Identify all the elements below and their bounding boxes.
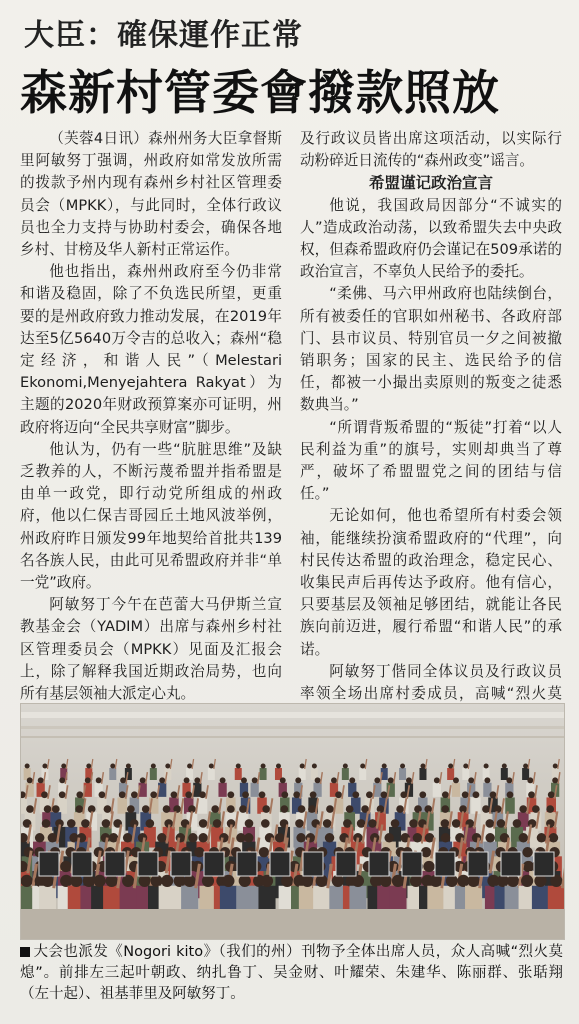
crowd-person-head	[185, 791, 192, 798]
crowd-person-head	[227, 791, 234, 798]
crowd-person-head	[419, 791, 426, 798]
crowd-person-head	[102, 819, 111, 828]
crowd-person-head	[534, 875, 546, 887]
crowd-person-head	[120, 777, 126, 783]
crowd-person-head	[106, 875, 118, 887]
crowd-person-head	[521, 875, 533, 887]
crowd-person-head	[463, 764, 468, 769]
event-photo	[20, 703, 565, 940]
crowd-person-head	[332, 875, 344, 887]
paragraph: 他认为，仍有一些“肮脏思维”及缺乏教养的人，不断污蔑希盟并指希盟是由单一政党，即行动党所组成的州政府，他以仁保吉哥园丘土地风波举例，州政府昨日颁发99年地契给首批共139名各族人民，由此可见希盟政府并非“单一党”政府。	[20, 440, 282, 592]
crowd-person-head	[548, 791, 555, 798]
crowd-person-head	[485, 833, 495, 843]
crowd-person-head	[150, 791, 157, 798]
crowd-person-head	[99, 791, 106, 798]
article-kicker: 大臣：確保運作正常	[24, 18, 303, 53]
crowd-person-head	[546, 805, 554, 813]
crowd-person-head	[384, 833, 394, 843]
crowd-person-head	[211, 805, 219, 813]
crowd-person-head	[259, 847, 269, 857]
article-headline: 森新村管委會撥款照放	[20, 66, 500, 121]
paragraph: 他也指出，森州州政府至今仍非常和谐及稳固，除了不负选民所望，更重要的是州政府致力推动发展，在2019年达至5亿5640万令吉的总收入；森州“稳定经济，和谐人民”（Melestari Ekonomi,Menyejahtera Rakyat）为主题的2020年财政预算案亦可证明，州政府将迈向“全民共享财富”脚步。	[20, 263, 282, 436]
crowd-person-body	[419, 768, 426, 780]
crowd-person-head	[104, 805, 112, 813]
crowd-person-head	[222, 875, 234, 887]
crowd-person-head	[308, 805, 316, 813]
crowd-person-head	[507, 875, 519, 887]
crowd-person-head	[300, 764, 305, 769]
paragraph: 他说，我国政局因部分“不诚实的人”造成政治动荡，以致希盟失去中央政权，但森希盟政府仍会谨记在509承诺的政治宣言，不辜负人民给予的委托。	[300, 196, 562, 281]
crowd-person-body	[109, 768, 116, 780]
crowd-person-head	[150, 875, 162, 887]
crowd-person-body	[21, 797, 27, 813]
crowd-person-head	[400, 791, 407, 798]
crowd-person-head	[85, 777, 91, 783]
crowd-person-head	[70, 875, 82, 887]
crowd-person-head	[151, 764, 156, 769]
crowd-person-head	[244, 833, 254, 843]
crowd-person-head	[213, 819, 222, 828]
crowd-person-head	[119, 791, 126, 798]
crowd-person-head	[52, 805, 60, 813]
crowd-person-head	[484, 777, 490, 783]
crowd-person-head	[352, 875, 364, 887]
left-column	[20, 128, 282, 772]
paragraph: “柔佛、马六甲州政府也陆续倒台，所有被委任的官职如州秘书、各政府部门、县市议员、特别官员一夕之间被撤销职务；国家的民主、选民给予的信任，都被一小撮出卖原则的叛变之徒悉数典当。”	[300, 285, 562, 414]
crowd-person-head	[194, 777, 200, 783]
crowd-person-head	[506, 777, 512, 783]
crowd-person-head	[546, 819, 555, 828]
crowd-person-body	[501, 768, 508, 780]
crowd-person-head	[315, 777, 321, 783]
held-leaflet	[138, 852, 158, 876]
crowd-person-head	[335, 791, 342, 798]
crowd-person-head	[142, 805, 150, 813]
crowd-person-head	[513, 819, 522, 828]
crowd-person-head	[110, 764, 115, 769]
crowd-person-head	[494, 805, 502, 813]
photo-caption	[20, 942, 563, 1005]
section-subhead: 希盟谨记政治宣言	[368, 174, 493, 193]
crowd-person-head	[209, 764, 214, 769]
crowd-person-head	[519, 833, 529, 843]
crowd-person-head	[366, 791, 373, 798]
crowd-person-body	[260, 768, 267, 780]
crowd-person-head	[131, 791, 138, 798]
crowd-person-head	[343, 764, 348, 769]
crowd-person-head	[280, 805, 288, 813]
crowd-person-head	[442, 791, 449, 798]
crowd-person-head	[473, 791, 480, 798]
crowd-person-head	[75, 805, 83, 813]
held-leaflet	[369, 852, 389, 876]
crowd-person-head	[420, 764, 425, 769]
crowd-person-head	[262, 805, 270, 813]
crowd-person-head	[441, 833, 451, 843]
crowd-person-head	[48, 833, 58, 843]
crowd-person-head	[453, 777, 459, 783]
crowd-person-head	[381, 791, 388, 798]
crowd-person-body	[462, 768, 469, 780]
crowd-person-head	[377, 805, 385, 813]
crowd-person-head	[413, 833, 423, 843]
crowd-person-head	[490, 791, 497, 798]
crowd-person-head	[486, 819, 495, 828]
crowd-person-head	[382, 764, 387, 769]
crowd-person-head	[199, 791, 206, 798]
crowd-person-body	[522, 768, 529, 780]
crowd-person-head	[528, 819, 537, 828]
crowd-person-head	[553, 764, 558, 769]
crowd-person-head	[275, 833, 285, 843]
held-leaflet	[204, 852, 224, 876]
crowd-person-head	[24, 847, 34, 857]
held-leaflet	[237, 852, 257, 876]
crowd-person-head	[467, 875, 479, 887]
crowd-person-body	[125, 768, 132, 780]
crowd-person-head	[59, 791, 66, 798]
crowd-person-head	[298, 805, 306, 813]
crowd-person-body	[359, 768, 366, 780]
crowd-person-head	[441, 819, 450, 828]
held-leaflet	[171, 852, 191, 876]
crowd-person-head	[280, 777, 286, 783]
crowd-person-head	[368, 819, 377, 828]
crowd-person-head	[67, 819, 76, 828]
crowd-person-head	[527, 777, 533, 783]
crowd-person-head	[391, 819, 400, 828]
caption-text: 大会也派发《Nogori kito》（我们的州）刊物予全体出席人员，众人高喊“烈火莫熄”。前排左三起叶朝政、纳扎鲁丁、吴金财、叶耀荣、朱建华、陈丽群、张聒翔（左十起）、祖基菲里及阿敏努丁。	[20, 944, 563, 1002]
caption-marker	[20, 947, 30, 957]
crowd-person-head	[96, 777, 102, 783]
crowd-person-head	[452, 819, 461, 828]
crowd-person-head	[184, 777, 190, 783]
crowd-person-head	[44, 805, 52, 813]
paragraph: （芙蓉4日讯）森州州务大臣拿督斯里阿敏努丁强调，州政府如常发放所需的拨款予州内现有森州乡村社区管理委员会（MPKK），与此同时，全体行政议员也全力支持与协助村委会，确保各地乡村、甘榜及华人新村正常运作。	[20, 130, 282, 259]
crowd-person-head	[157, 833, 167, 843]
crowd-person-head	[199, 819, 208, 828]
crowd-person-head	[468, 777, 474, 783]
crowd-person-head	[252, 777, 258, 783]
crowd-person-head	[482, 805, 490, 813]
crowd-person-head	[122, 875, 134, 887]
crowd-person-head	[35, 833, 45, 843]
crowd-person-head	[522, 847, 532, 857]
crowd-person-head	[312, 764, 317, 769]
crowd-person-head	[507, 791, 514, 798]
crowd-person-head	[123, 833, 132, 843]
held-leaflet	[336, 852, 356, 876]
crowd-person-head	[94, 875, 106, 887]
crowd-person-head	[462, 791, 469, 798]
crowd-person-head	[349, 777, 355, 783]
crowd-person-head	[301, 875, 313, 887]
crowd-person-head	[293, 791, 300, 798]
crowd-person-head	[316, 875, 328, 887]
crowd-person-head	[430, 875, 442, 887]
crowd-person-head	[242, 791, 249, 798]
crowd-person-head	[245, 819, 254, 828]
crowd-person-head	[434, 777, 440, 783]
crowd-person-head	[27, 777, 33, 783]
crowd-person-head	[409, 819, 418, 828]
crowd-person-head	[281, 791, 288, 798]
held-leaflet	[402, 852, 422, 876]
crowd-person-head	[441, 805, 449, 813]
crowd-person-head	[140, 777, 146, 783]
crowd-person-head	[406, 777, 412, 783]
floor	[21, 909, 564, 939]
crowd-person-head	[161, 875, 173, 887]
crowd-person-head	[159, 777, 165, 783]
crowd-person-head	[184, 875, 196, 887]
crowd-person-head	[163, 805, 171, 813]
crowd-person-body	[505, 797, 515, 813]
crowd-person-head	[83, 875, 95, 887]
crowd-person-head	[138, 833, 148, 843]
crowd-person-head	[171, 791, 178, 798]
crowd-person-head	[528, 791, 535, 798]
paragraph: 及行政议员皆出席这项活动，以实际行动粉碎近日流传的“森州政变”谣言。	[300, 130, 562, 170]
crowd-person-head	[374, 777, 380, 783]
crowd-person-head	[86, 764, 91, 769]
held-leaflet	[435, 852, 455, 876]
paragraph: “所谓背叛希盟的“叛徒”打着“以人民利益为重”的旗号，实则却典当了尊严，破坏了希盟盟党之间的团结与信任。”	[300, 418, 562, 503]
crowd-person-body	[399, 768, 406, 780]
crowd-person-head	[396, 805, 404, 813]
paragraph: 无论如何，他也希望所有村委会领袖，能继续扮演希盟政府的“代理”，向村民传达希盟的政治理念，稳定民心、收集民声后再传达予政府。他有信心，只要基层及领袖足够团结，就能让各民族向前迈进，履行希盟“和谐人民”的承诺。	[300, 507, 562, 658]
held-leaflet	[72, 852, 92, 876]
crowd-person-head	[325, 833, 335, 843]
crowd-person-head	[41, 791, 48, 798]
crowd-person-head	[42, 819, 51, 828]
crowd-person-head	[519, 805, 527, 813]
crowd-person-head	[423, 861, 434, 872]
crowd-person-head	[60, 861, 71, 872]
crowd-person-head	[202, 875, 214, 887]
crowd-person-head	[326, 805, 334, 813]
crowd-person-body	[342, 768, 349, 780]
crowd-person-head	[38, 777, 44, 783]
crowd-person-head	[380, 875, 392, 887]
crowd-person-head	[400, 764, 405, 769]
crowd-person-head	[261, 875, 273, 887]
held-leaflet	[501, 852, 521, 876]
crowd-person-head	[126, 764, 131, 769]
crowd-person-head	[165, 764, 170, 769]
crowd-person-head	[276, 764, 281, 769]
crowd-person-head	[241, 777, 247, 783]
crowd-person-head	[261, 819, 270, 828]
crowd-person-head	[188, 833, 198, 843]
crowd-person-head	[446, 875, 458, 887]
crowd-person-head	[497, 819, 506, 828]
crowd-person-head	[261, 764, 266, 769]
crowd-person-head	[281, 875, 293, 887]
crowd-person-head	[448, 764, 453, 769]
crowd-person-head	[220, 777, 226, 783]
crowd-person-head	[323, 819, 332, 828]
crowd-person-head	[410, 875, 422, 887]
crowd-person-body	[452, 783, 460, 797]
crowd-person-body	[447, 768, 454, 780]
crowd-person-body	[117, 797, 127, 813]
crowd-person-head	[59, 777, 65, 783]
crowd-person-body	[251, 783, 259, 797]
crowd-person-head	[484, 764, 489, 769]
crowd-person-head	[236, 764, 241, 769]
crowd-person-head	[187, 764, 192, 769]
crowd-person-head	[42, 875, 54, 887]
crowd-person-head	[295, 777, 301, 783]
held-leaflet	[39, 852, 59, 876]
crowd-person-body	[235, 768, 242, 780]
crowd-person-head	[346, 805, 354, 813]
paragraph: 阿敏努丁偕同全体议员及行政议员率领全场出席村委成员，高喊“烈火莫	[300, 662, 562, 703]
crowd-person-head	[310, 791, 317, 798]
crowd-person-head	[550, 875, 562, 887]
crowd-person-head	[388, 777, 394, 783]
held-leaflet	[534, 852, 554, 876]
held-leaflet	[270, 852, 290, 876]
right-column	[300, 128, 562, 727]
crowd-person-body	[150, 768, 157, 780]
held-leaflet	[105, 852, 125, 876]
crowd-person-body	[433, 783, 441, 797]
crowd-person-head	[61, 764, 66, 769]
crowd-person-head	[523, 764, 528, 769]
crowd-person-head	[127, 805, 135, 813]
crowd-photo-illustration	[21, 704, 564, 939]
crowd-person-head	[81, 819, 90, 828]
crowd-person-head	[227, 805, 235, 813]
crowd-person-body	[198, 797, 208, 813]
held-leaflet	[468, 852, 488, 876]
crowd-person-head	[146, 819, 155, 828]
crowd-person-body	[218, 783, 226, 797]
crowd-person-head	[552, 777, 558, 783]
crowd-person-head	[176, 833, 186, 843]
crowd-person-head	[549, 833, 559, 843]
paragraph: 阿敏努丁今午在芭蕾大马伊斯兰宣教基金会（YADIM）出席与森州乡村社区管理委员会（MPKK）见面及汇报会上，除了解释我国近期政治局势，也向所有基层领袖大派定心丸。	[20, 596, 282, 703]
crowd-person-head	[537, 833, 547, 843]
crowd-person-head	[502, 764, 507, 769]
crowd-person-head	[194, 847, 204, 857]
crowd-person-head	[198, 833, 208, 843]
crowd-person-head	[239, 875, 251, 887]
crowd-person-body	[208, 768, 215, 780]
crowd-person-head	[295, 819, 304, 828]
crowd-person-head	[392, 875, 404, 887]
crowd-person-head	[360, 764, 365, 769]
crowd-person-head	[25, 764, 30, 769]
crowd-person-head	[139, 875, 151, 887]
crowd-person-head	[42, 764, 47, 769]
crowd-person-head	[21, 875, 33, 887]
crowd-person-head	[296, 833, 306, 843]
crowd-person-head	[76, 791, 83, 798]
crowd-person-head	[239, 805, 247, 813]
crowd-person-head	[26, 805, 34, 813]
held-leaflet	[303, 852, 323, 876]
crowd-person-head	[352, 791, 359, 798]
crowd-person-head	[331, 777, 337, 783]
crowd-person-head	[259, 791, 266, 798]
